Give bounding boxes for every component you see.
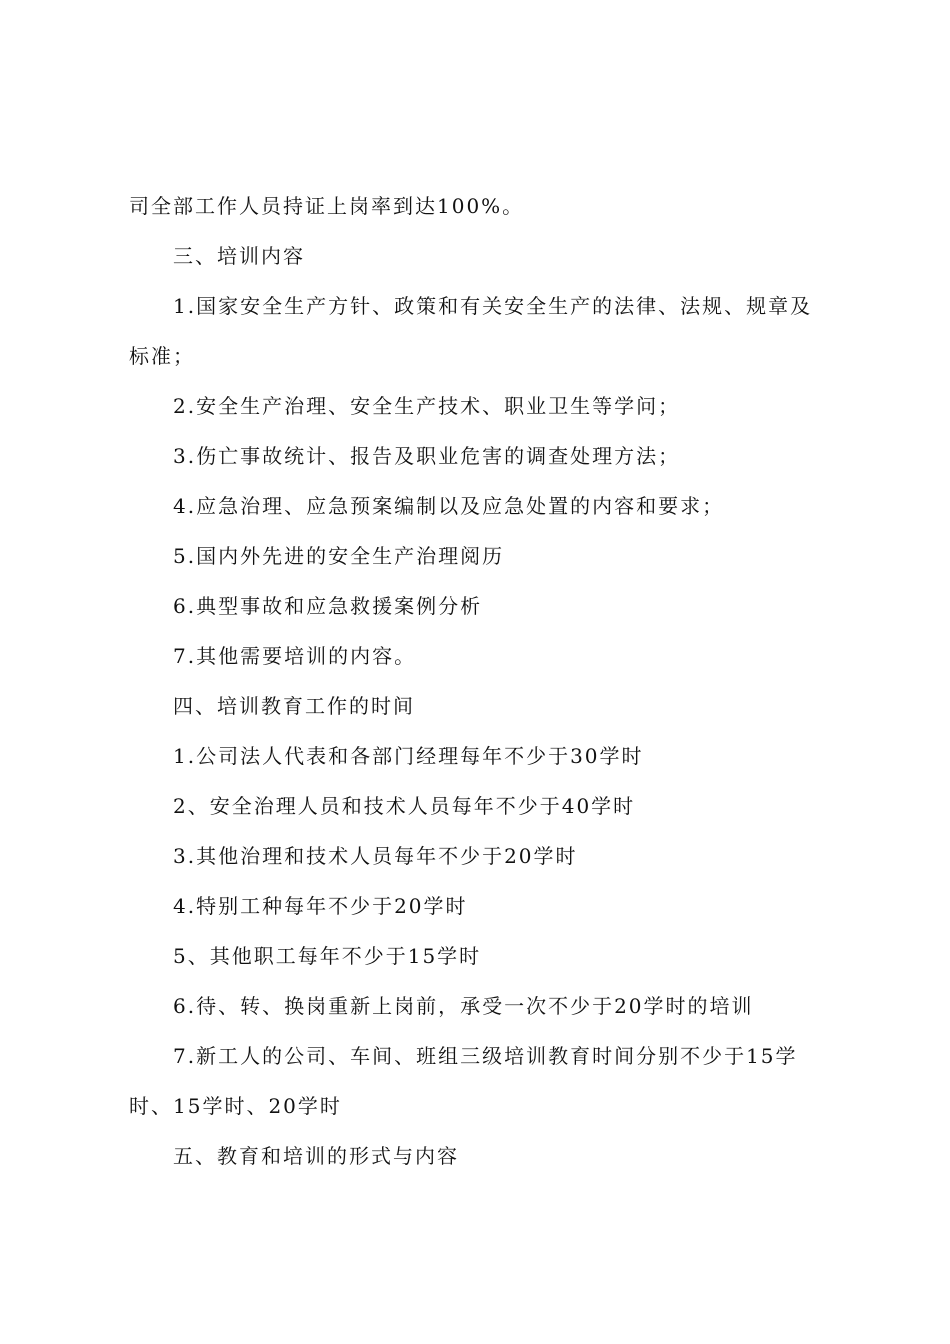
list-item-time-6: 6.待、转、换岗重新上岗前，承受一次不少于20学时的培训 — [173, 994, 754, 1018]
list-item-content-6: 6.典型事故和应急救援案例分析 — [173, 594, 483, 618]
list-item-content-3: 3.伤亡事故统计、报告及职业危害的调查处理方法； — [173, 444, 681, 468]
section-heading-training-content: 三、培训内容 — [173, 244, 305, 268]
list-item-time-2: 2、安全治理人员和技术人员每年不少于40学时 — [173, 794, 636, 818]
list-item-content-1: 1.国家安全生产方针、政策和有关安全生产的法律、法规、规章及 — [173, 294, 813, 318]
list-item-time-7-continuation: 时、15学时、20学时 — [129, 1094, 342, 1118]
list-item-content-4: 4.应急治理、应急预案编制以及应急处置的内容和要求； — [173, 494, 725, 518]
list-item-time-4: 4.特别工种每年不少于20学时 — [173, 894, 468, 918]
list-item-time-7: 7.新工人的公司、车间、班组三级培训教育时间分别不少于15学 — [173, 1044, 798, 1068]
list-item-content-5: 5.国内外先进的安全生产治理阅历 — [173, 544, 505, 568]
list-item-content-2: 2.安全生产治理、安全生产技术、职业卫生等学问； — [173, 394, 681, 418]
list-item-content-7: 7.其他需要培训的内容。 — [173, 644, 417, 668]
list-item-content-1-continuation: 标准； — [129, 344, 195, 368]
list-item-time-1: 1.公司法人代表和各部门经理每年不少于30学时 — [173, 744, 644, 768]
section-heading-training-time: 四、培训教育工作的时间 — [173, 694, 415, 718]
paragraph-continuation: 司全部工作人员持证上岗率到达100%。 — [129, 194, 525, 218]
list-item-time-3: 3.其他治理和技术人员每年不少于20学时 — [173, 844, 578, 868]
section-heading-training-form: 五、教育和培训的形式与内容 — [173, 1144, 459, 1168]
list-item-time-5: 5、其他职工每年不少于15学时 — [173, 944, 482, 968]
